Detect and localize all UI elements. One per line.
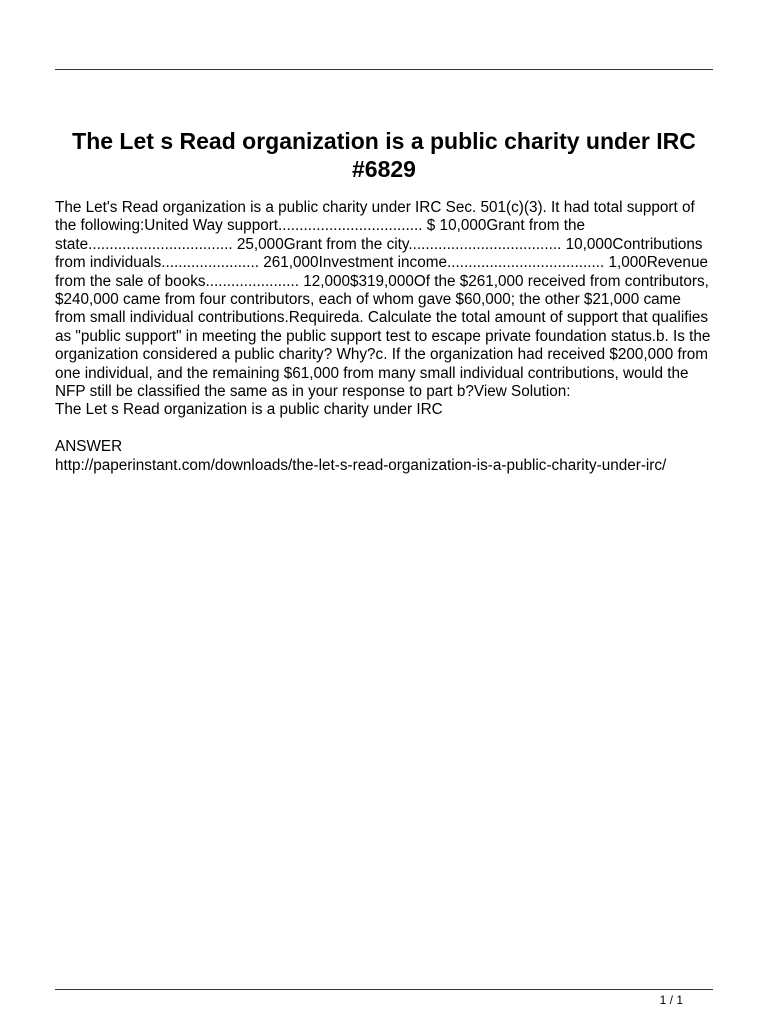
page-number: 1 / 1	[659, 993, 683, 1007]
question-text: The Let's Read organization is a public charity under IRC Sec. 501(c)(3). It had total support of the following:United Way support.................................. $ 10,000Grant from the state.................................. 25,000Grant from the city.................................... 10,000Contributions from individuals....................... 261,000Investment income..................................... 1,000Revenue from the sale of books...................... 12,000$319,000Of the $261,000 received from contributors, $240,000 came from four contributors, each of whom gave $60,000; the other $21,000 came from small individual contributions.Requireda. Calculate the total amount of support that qualifies as "public support" in meeting the public support test to escape private foundation status.b. Is the organization considered a public charity? Why?c. If the organization had received $200,000 from one individual, and the remaining $61,000 from many small individual contributions, would the NFP still be classified the same as in your response to part b?View Solution:	[55, 199, 711, 401]
answer-link[interactable]: http://paperinstant.com/downloads/the-let-s-read-organization-is-a-public-charity-under-irc/	[55, 456, 667, 474]
page-title: The Let s Read organization is a public charity under IRC #6829	[72, 128, 696, 182]
answer-label: ANSWER	[55, 438, 123, 456]
top-divider	[55, 69, 713, 70]
bottom-divider	[55, 989, 713, 990]
blank-line	[55, 420, 715, 438]
document-body	[55, 199, 715, 475]
subtitle-line: The Let s Read organization is a public charity under IRC	[55, 401, 443, 419]
